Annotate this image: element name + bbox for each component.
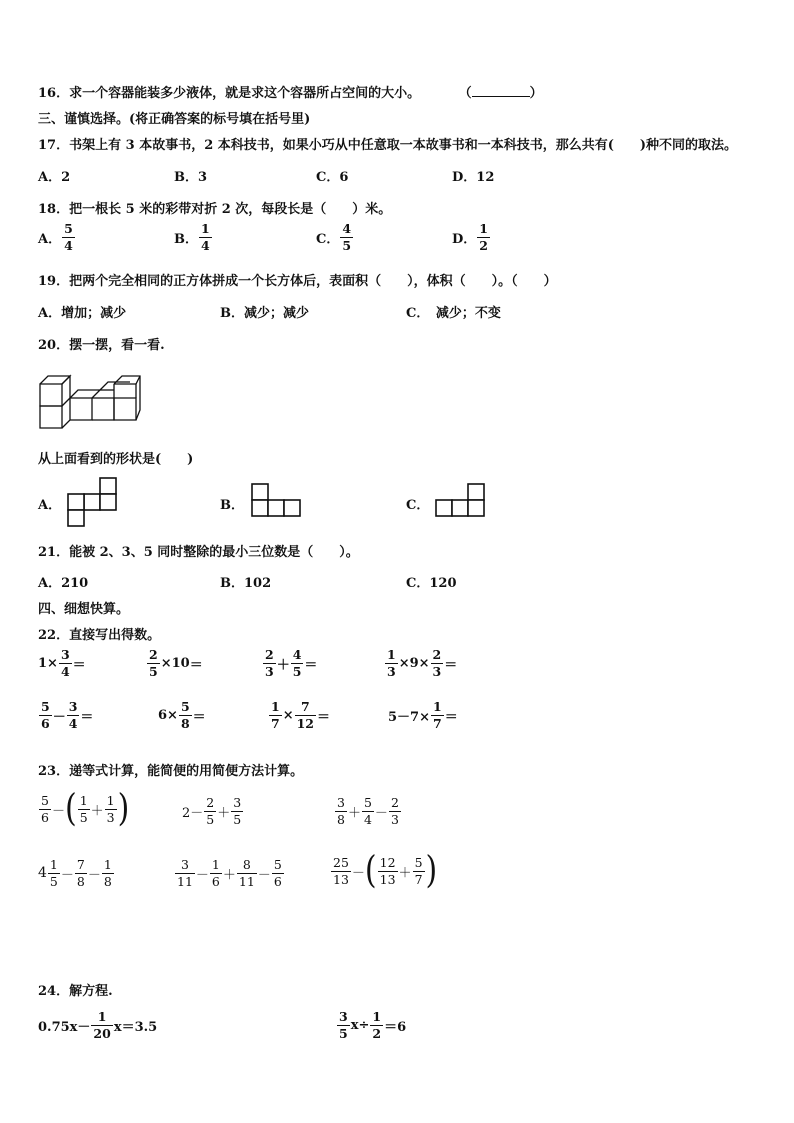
q18-option-c[interactable]: C． $\frac{4}{5}$ <box>316 221 352 253</box>
question-16 <box>38 82 543 101</box>
q20-option-b-shape <box>250 482 304 518</box>
q17-option-b[interactable]: B．3 <box>174 170 208 185</box>
q17-option-a[interactable]: A．2 <box>38 170 71 185</box>
question-18-text: 18．把一根长 5 米的彩带对折 2 次，每段长是（ ）米。 <box>38 202 392 217</box>
section-4-title: 四、细想快算。 <box>38 602 130 617</box>
section-3-title: 三、谨慎选择。(将正确答案的标号填在括号里) <box>38 112 311 127</box>
question-23-text: 23．递等式计算，能简便的用简便方法计算。 <box>38 764 304 779</box>
question-17-text: 17．书架上有 3 本故事书，2 本科技书，如果小巧从中任意取一本故事书和一本科技书，那么共有( )种不同的取法。 <box>38 138 738 153</box>
q18-option-a[interactable]: A． $\frac{5}{4}$ <box>38 221 73 253</box>
calc-item-6[interactable]: 6× $\frac{5}{8}$ ＝ <box>158 699 206 731</box>
fraction: $\frac{1}{4}$ <box>201 221 210 253</box>
q21-option-b[interactable]: B．102 <box>220 576 272 591</box>
answer-blank[interactable] <box>472 84 530 97</box>
q17-option-c[interactable]: C．6 <box>316 170 349 185</box>
q20-option-c[interactable]: C． <box>406 498 430 513</box>
q19-option-a[interactable]: A．增加；减少 <box>38 306 127 321</box>
question-20-text: 20．摆一摆，看一看. <box>38 338 165 353</box>
q20-option-b[interactable]: B． <box>220 498 244 513</box>
equation-1[interactable]: 0.75x－ $\frac{1}{20}$ x＝3.5 <box>38 1009 158 1041</box>
q18-option-d[interactable]: D． $\frac{1}{2}$ <box>452 221 488 253</box>
question-21-text: 21．能被 2、3、5 同时整除的最小三位数是（ ）。 <box>38 545 359 560</box>
step-calc-2[interactable]: 2－ $\frac{2}{5}$ ＋ $\frac{3}{5}$ <box>182 795 242 827</box>
cube-arrangement-figure <box>38 368 142 430</box>
q20-option-a-shape <box>66 476 120 528</box>
calc-item-2[interactable]: $\frac{2}{5}$ ×10 ＝ <box>149 647 203 679</box>
q20-option-c-shape <box>434 482 488 518</box>
question-19-text: 19．把两个完全相同的正方体拼成一个长方体后，表面积（ ），体积（ ）。（ ） <box>38 274 557 289</box>
fraction: $\frac{5}{4}$ <box>64 221 73 253</box>
step-calc-5[interactable]: $\frac{3}{11}$ － $\frac{1}{6}$ ＋ $\frac{8}{11}$ － $\frac{5}{6}$ <box>177 857 282 889</box>
answer-open-paren: （ <box>458 86 472 101</box>
question-16-text: 16．求一个容器能装多少液体，就是求这个容器所占空间的大小。 <box>38 86 421 101</box>
q17-option-d[interactable]: D．12 <box>452 170 495 185</box>
equation-2[interactable]: $\frac{3}{5}$ x÷ $\frac{1}{2}$ ＝6 <box>339 1009 407 1041</box>
step-calc-3[interactable]: $\frac{3}{8}$ ＋ $\frac{5}{4}$ － $\frac{2}{3}$ <box>337 795 399 827</box>
calc-item-5[interactable]: $\frac{5}{6}$ － $\frac{3}{4}$ ＝ <box>41 699 94 731</box>
fraction: $\frac{1}{2}$ <box>479 221 488 253</box>
step-calc-1[interactable]: $\frac{5}{6}$ － ( $\frac{1}{5}$ ＋ $\frac{1}{3}$ ) <box>41 786 130 831</box>
calc-item-3[interactable]: $\frac{2}{3}$ ＋ $\frac{4}{5}$ ＝ <box>265 647 318 679</box>
q18-option-b[interactable]: B． $\frac{1}{4}$ <box>174 221 210 253</box>
q20-option-a[interactable]: A． <box>38 498 62 513</box>
question-22-text: 22．直接写出得数。 <box>38 628 161 643</box>
step-calc-4[interactable]: 4 $\frac{1}{5}$ － $\frac{7}{8}$ － $\frac{1}{8}$ <box>38 857 112 889</box>
calc-item-7[interactable]: $\frac{1}{7}$ × $\frac{7}{12}$ ＝ <box>271 699 331 731</box>
calc-item-8[interactable]: 5－7× $\frac{1}{7}$ ＝ <box>388 699 458 731</box>
fraction: $\frac{4}{5}$ <box>342 221 352 253</box>
question-24-text: 24．解方程. <box>38 984 113 999</box>
q19-option-b[interactable]: B．减少；减少 <box>220 306 309 321</box>
answer-close-paren: ） <box>529 86 543 101</box>
step-calc-6[interactable]: $\frac{25}{13}$ － ( $\frac{12}{13}$ ＋ $\frac{5}{7}$ ) <box>333 848 438 893</box>
question-20-prompt: 从上面看到的形状是( ) <box>38 452 194 467</box>
q21-option-c[interactable]: C．120 <box>406 576 457 591</box>
calc-item-1[interactable]: 1× $\frac{3}{4}$ ＝ <box>38 647 86 679</box>
q21-option-a[interactable]: A．210 <box>38 576 89 591</box>
q19-option-c[interactable]: C． 减少；不变 <box>406 306 501 321</box>
calc-item-4[interactable]: $\frac{1}{3}$ ×9× $\frac{2}{3}$ ＝ <box>387 647 458 679</box>
